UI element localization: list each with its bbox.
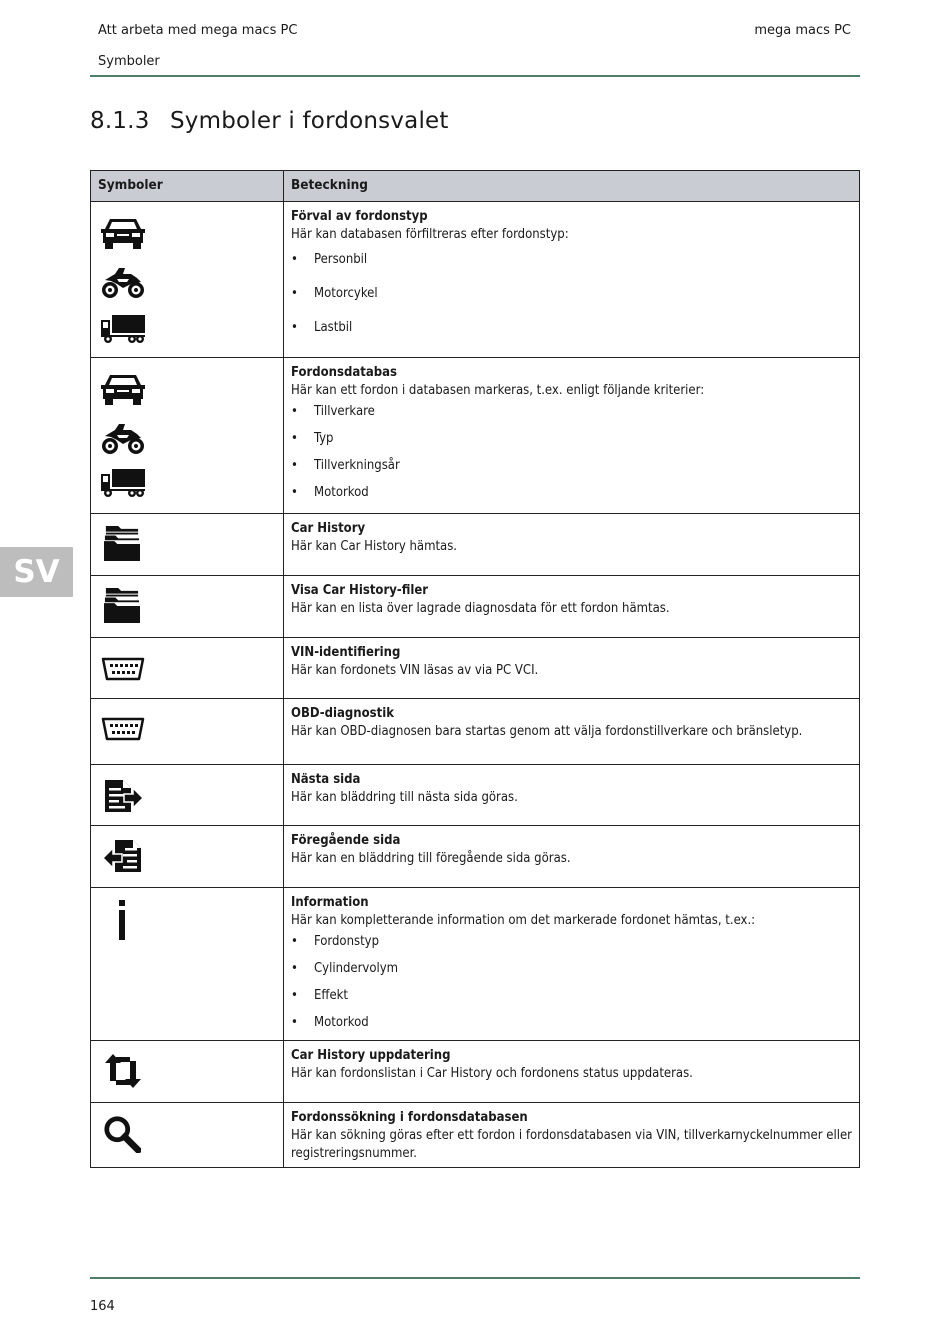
car-icon [101,372,145,406]
symbol-cell [91,1041,284,1103]
description-cell [284,699,860,765]
symbol-table [90,170,860,1168]
motorcycle-icon [101,424,145,456]
truck-icon [101,314,145,344]
description-cell [284,638,860,699]
obd-connector-icon [101,657,145,681]
row-description: Här kan OBD-diagnosen bara startas genom att välja fordonstillverkare och bränsletyp. [291,724,803,739]
bullet-list [291,251,852,337]
list-item: • Fordonstyp [291,933,852,951]
description-cell [284,826,860,888]
symbol-cell [91,358,284,514]
symbol-cell [91,576,284,638]
folder-stack-icon [103,588,141,624]
row-title: Car History [291,521,366,536]
table-row [91,358,860,514]
symbol-cell [91,765,284,826]
table-row [91,826,860,888]
table-row [91,1103,860,1168]
car-icon [101,216,145,250]
section-heading [90,108,449,134]
symbol-cell [91,699,284,765]
row-title: VIN-identifiering [291,645,401,660]
row-title: Fordonssökning i fordonsdatabasen [291,1110,528,1125]
list-item: • Typ [291,430,852,448]
row-title: Fordonsdatabas [291,365,397,380]
list-item: • Personbil [291,251,852,269]
list-item: • Effekt [291,987,852,1005]
row-description: Här kan fordonslistan i Car History och fordonens status uppdateras. [291,1066,693,1081]
truck-icon [101,468,145,498]
row-description: Här kan fordonets VIN läsas av via PC VCI. [291,663,539,678]
table-row [91,576,860,638]
table-row [91,202,860,358]
row-description: Här kan en bläddring till föregående sida göras. [291,851,571,866]
next-page-icon [103,779,143,813]
header-product: mega macs PC [754,23,851,38]
row-description: Här kan Car History hämtas. [291,539,458,554]
row-description: Här kan databasen förfiltreras efter fordonstyp: [291,227,569,242]
list-item: • Motorcykel [291,285,852,303]
search-icon [103,1115,141,1153]
previous-page-icon [103,839,143,873]
row-title: Förval av fordonstyp [291,209,428,224]
table-row [91,514,860,576]
row-title: Car History uppdatering [291,1048,451,1063]
description-cell [284,1103,860,1168]
list-item: • Cylindervolym [291,960,852,978]
list-item: • Tillverkningsår [291,457,852,475]
row-description: Här kan en lista över lagrade diagnosdata för ett fordon hämtas. [291,601,670,616]
list-item: • Motorkod [291,484,852,502]
table-row [91,1041,860,1103]
info-icon [117,900,127,940]
header-section: Symboler [98,54,160,69]
symbol-cell [91,888,284,1041]
symbol-cell [91,826,284,888]
folder-stack-icon [103,526,141,562]
description-cell [284,1041,860,1103]
description-cell [284,888,860,1041]
bullet-list [291,933,852,1032]
page-number: 164 [90,1299,115,1314]
header-rule [90,75,860,77]
symbol-cell [91,638,284,699]
description-cell [284,514,860,576]
symbol-cell [91,202,284,358]
section-number: 8.1.3 [90,108,150,134]
row-title: OBD-diagnostik [291,706,395,721]
list-item: • Motorkod [291,1014,852,1032]
row-description: Här kan bläddring till nästa sida göras. [291,790,518,805]
description-cell [284,358,860,514]
row-title: Nästa sida [291,772,361,787]
language-tab: SV [0,547,73,597]
row-description: Här kan kompletterande information om det markerade fordonet hämtas, t.ex.: [291,913,756,928]
description-cell [284,765,860,826]
row-title: Visa Car History-filer [291,583,429,598]
table-row [91,699,860,765]
description-cell [284,576,860,638]
column-header-symbols: Symboler [91,171,284,202]
symbol-cell [91,1103,284,1168]
table-row [91,888,860,1041]
row-title: Information [291,895,369,910]
row-description: Här kan ett fordon i databasen markeras, t.ex. enligt följande kriterier: [291,383,705,398]
footer-rule [90,1277,860,1279]
symbol-cell [91,514,284,576]
row-description: Här kan sökning göras efter ett fordon i fordonsdatabasen via VIN, tillverkarnyckelnummer eller registreringsnummer. [291,1128,852,1161]
obd-connector-icon [101,717,145,741]
table-row [91,765,860,826]
refresh-arrows-icon [103,1054,143,1088]
table-header-row [91,171,860,202]
column-header-description: Beteckning [284,171,860,202]
description-cell [284,202,860,358]
list-item: • Lastbil [291,319,852,337]
header-chapter: Att arbeta med mega macs PC [98,23,298,38]
section-title: Symboler i fordonsvalet [170,108,449,134]
motorcycle-icon [101,268,145,300]
bullet-list [291,403,852,502]
table-row [91,638,860,699]
row-title: Föregående sida [291,833,401,848]
list-item: • Tillverkare [291,403,852,421]
